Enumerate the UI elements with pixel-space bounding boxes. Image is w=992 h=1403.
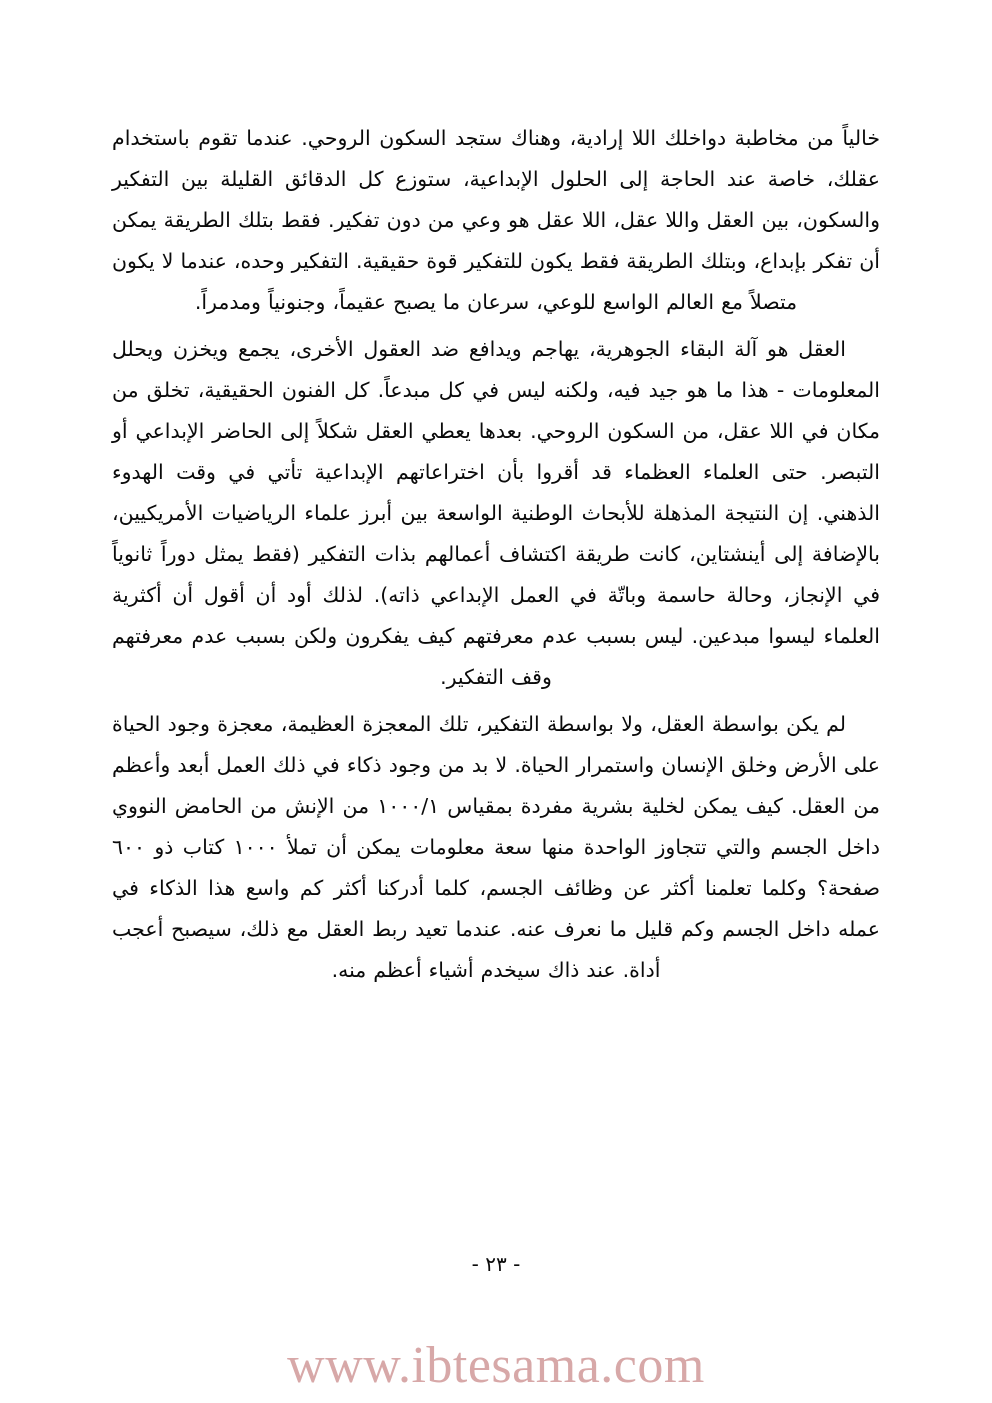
paragraph-1: خالياً من مخاطبة دواخلك اللا إرادية، وهناك ستجد السكون الروحي. عندما تقوم باستخدام عقلك، خاصة عند الحاجة إلى الحلول الإبداعية، ستوزع كل الدقائق القليلة بين التفكير والسكون، بين العقل واللا عقل، اللا عقل هو وعي من دون تفكير. فقط بتلك الطريقة يمكن أن تفكر بإبداع، وبتلك الطريقة فقط يكون للتفكير قوة حقيقية. التفكير وحده، عندما لا يكون متصلاً مع العالم الواسع للوعي، سرعان ما يصبح عقيماً، وجنونياً ومدمراً. [112,126,880,314]
site-watermark: www.ibtesama.com [287,1337,705,1394]
page-number: - ٢٣ - [471,1252,521,1276]
paragraph-2: العقل هو آلة البقاء الجوهرية، يهاجم ويدافع ضد العقول الأخرى، يجمع ويخزن ويحلل المعلومات - هذا ما هو جيد فيه، ولكنه ليس في كل مبدعاً. كل الفنون الحقيقية، تخلق من مكان في اللا عقل، من السكون الروحي. بعدها يعطي العقل شكلاً إلى الحاضر الإبداعي أو التبصر. حتى العلماء العظماء قد أقروا بأن اختراعاتهم الإبداعية تأتي في وقت الهدوء الذهني. إن النتيجة المذهلة للأبحاث الوطنية الواسعة بين أبرز علماء الرياضيات الأمريكيين، بالإضافة إلى أينشتاين، كانت طريقة اكتشاف أعمالهم بذات التفكير (فقط يمثل دوراً ثانوياً في الإنجاز، وحالة حاسمة وباتّة في العمل الإبداعي ذاته). لذلك أود أن أقول أن أكثرية العلماء ليسوا مبدعين. ليس بسبب عدم معرفتهم كيف يفكرون ولكن بسبب عدم معرفتهم وقف التفكير. [112,337,880,689]
body-text-column [112,118,880,997]
paragraph-3: لم يكن بواسطة العقل، ولا بواسطة التفكير، تلك المعجزة العظيمة، معجزة وجود الحياة على الأرض وخلق الإنسان واستمرار الحياة. لا بد من وجود ذكاء في ذلك العمل أبعد وأعظم من العقل. كيف يمكن لخلية بشرية مفردة بمقياس ١٠٠٠/١ من الإنش من الحامض النووي داخل الجسم والتي تتجاوز الواحدة منها سعة معلومات يمكن أن تملأ ١٠٠٠ كتاب ذو ٦٠٠ صفحة؟ وكلما تعلمنا أكثر عن وظائف الجسم، كلما أدركنا أكثر كم واسع هذا الذكاء في عمله داخل الجسم وكم قليل ما نعرف عنه. عندما تعيد ربط العقل مع ذلك، سيصبح أعجب أداة. عند ذاك سيخدم أشياء أعظم منه. [112,712,880,982]
